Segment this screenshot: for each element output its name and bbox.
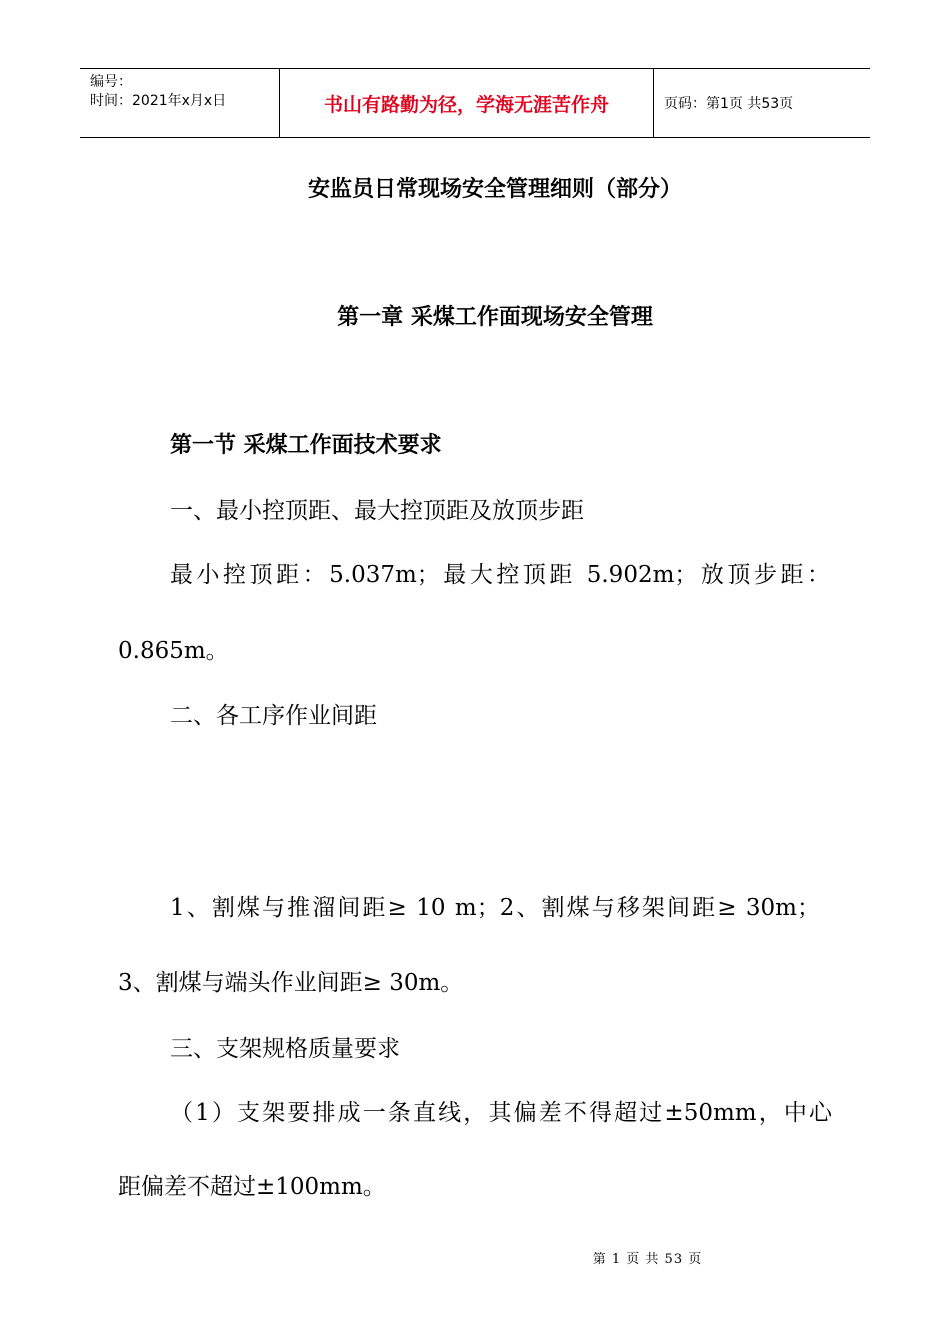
header-table bbox=[80, 68, 870, 138]
page-footer: 第 1 页 共 53 页 bbox=[592, 1252, 703, 1267]
header-motto: 书山有路勤为径，学海无涯苦作舟 bbox=[280, 69, 654, 137]
chapter-heading: 第一章 采煤工作面现场安全管理 bbox=[337, 305, 653, 330]
paragraph-item: （1）支架要排成一条直线，其偏差不得超过±50mm，中心 bbox=[170, 1100, 832, 1126]
paragraph-item: 二、各工序作业间距 bbox=[170, 703, 377, 729]
paragraph-item: 1、割煤与推溜间距≥ 10 m；2、割煤与移架间距≥ 30m； bbox=[170, 895, 820, 921]
document-title: 安监员日常现场安全管理细则（部分） bbox=[307, 177, 682, 202]
time-label: 时间：2021年x月x日 bbox=[90, 93, 227, 109]
header-page-info: 页码：第1页 共53页 bbox=[664, 96, 794, 112]
section-heading: 第一节 采煤工作面技术要求 bbox=[170, 433, 442, 458]
paragraph-item: 三、支架规格质量要求 bbox=[170, 1036, 400, 1062]
header-meta-cell bbox=[80, 69, 280, 137]
paragraph-item: 0.865m。 bbox=[118, 638, 229, 664]
paragraph-item: 距偏差不超过±100mm。 bbox=[118, 1174, 386, 1200]
paragraph-item: 3、割煤与端头作业间距≥ 30m。 bbox=[118, 970, 464, 996]
serial-label: 编号： bbox=[90, 74, 132, 90]
paragraph-item: 最小控顶距：5.037m；最大控顶距 5.902m；放顶步距： bbox=[170, 562, 830, 588]
paragraph-item: 一、最小控顶距、最大控顶距及放顶步距 bbox=[170, 498, 584, 524]
